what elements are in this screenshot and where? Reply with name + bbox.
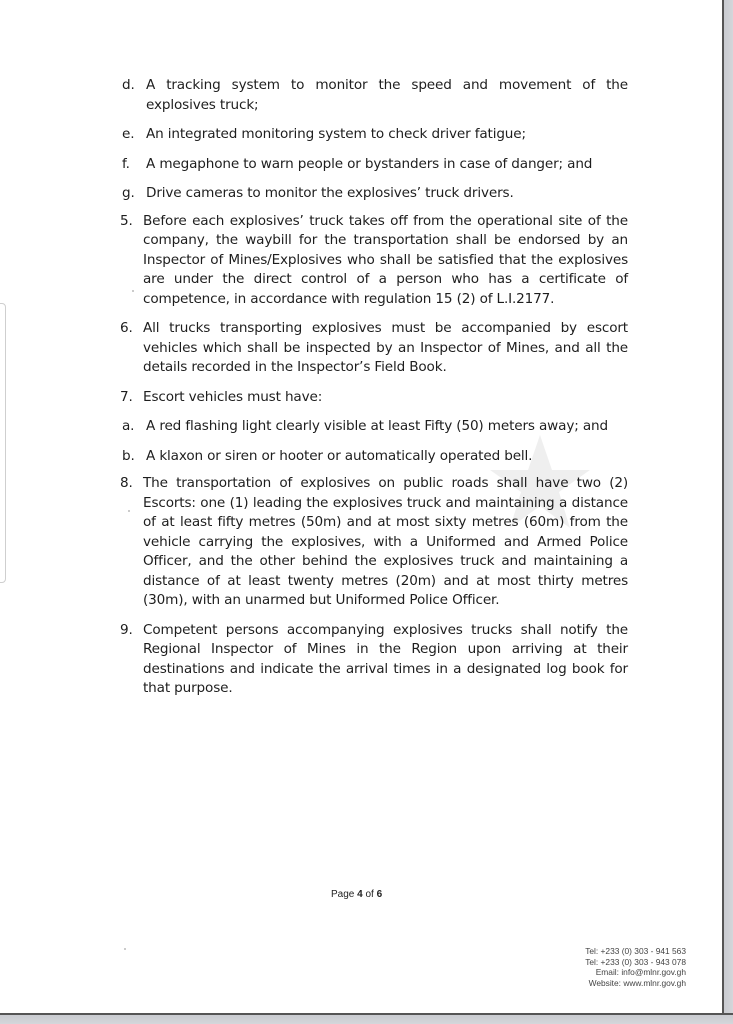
list-item-a (122, 417, 628, 437)
page-label: Page (331, 889, 355, 900)
list-item-7 (120, 388, 628, 408)
list-marker: g. (122, 185, 135, 201)
list-text: Before each explosives’ truck takes off from the operational site of the company, the waybill for the transportation shall be endorsed by an Inspector of Mines/Explosives who shall be satisfied that the explosives are under the direct control of a person who has a certificate of competence, in accordance with regulation 15 (2) of L.I.2177. (143, 212, 628, 307)
list-marker: 8. (120, 475, 133, 491)
list-item-5 (120, 212, 628, 310)
list-marker: f. (122, 155, 130, 172)
list-item-g (122, 184, 628, 204)
page-of: of (365, 889, 374, 900)
page-right-border (722, 0, 733, 1024)
contact-email: Email: info@mlnr.gov.gh (595, 967, 686, 978)
list-marker: 5. (120, 212, 133, 229)
list-marker: d. (122, 77, 135, 93)
list-text: An integrated monitoring system to check driver fatigue; (146, 126, 526, 142)
list-text: A tracking system to monitor the speed and movement of the explosives truck; (146, 77, 628, 113)
list-text: A megaphone to warn people or bystanders in case of danger; and (146, 155, 593, 172)
list-text: A red flashing light clearly visible at least Fifty (50) meters away; and (146, 418, 608, 434)
contact-block (585, 946, 686, 988)
list-text: The transportation of explosives on public roads shall have two (2) Escorts: one (1) leading the explosives truck and maintaining a distance of at least fifty metres (50m) and at most sixty metres (60m) from the vehicle carrying the explosives, with a Uniformed and Armed Police Officer, and the other behind the explosives truck and maintaining a distance of at least twenty metres (20m) and at most thirty metres (30m), with an unarmed but Uniformed Police Officer. (143, 475, 628, 608)
list-item-b (122, 447, 628, 467)
list-marker: b. (122, 447, 135, 464)
list-item-6 (120, 319, 628, 378)
list-marker: 6. (120, 320, 133, 336)
left-edge-tab (0, 303, 6, 583)
list-item-8 (120, 474, 628, 611)
list-marker: e. (122, 126, 135, 142)
contact-website: Website: www.mlnr.gov.gh (588, 977, 686, 988)
page-number (331, 889, 382, 900)
contact-tel-2: Tel: +233 (0) 303 - 943 078 (585, 956, 686, 967)
list-text: Escort vehicles must have: (143, 388, 323, 405)
page-total: 6 (376, 889, 383, 900)
scan-speck (124, 948, 126, 950)
list-item-d (122, 76, 628, 115)
list-text: All trucks transporting explosives must be accompanied by escort vehicles which shall be inspected by an Inspector of Mines, and all the details recorded in the Inspector’s Field Book. (143, 320, 628, 375)
page-bottom-border (0, 1013, 733, 1024)
list-item-e (122, 125, 628, 145)
list-item-f (122, 155, 628, 175)
list-text: Competent persons accompanying explosives trucks shall notify the Regional Inspector of Mines in the Region upon arriving at their destinations and indicate the arrival times in a designated log book for that purpose. (143, 621, 628, 696)
list-marker: 7. (120, 388, 133, 405)
list-item-9 (120, 621, 628, 699)
list-text: Drive cameras to monitor the explosives’ truck drivers. (146, 185, 514, 201)
document-body (122, 76, 628, 699)
list-marker: 9. (120, 621, 133, 638)
list-marker: a. (122, 418, 135, 434)
contact-tel-1: Tel: +233 (0) 303 - 941 563 (585, 946, 686, 956)
list-text: A klaxon or siren or hooter or automatically operated bell. (146, 447, 533, 464)
page-current: 4 (357, 889, 363, 900)
